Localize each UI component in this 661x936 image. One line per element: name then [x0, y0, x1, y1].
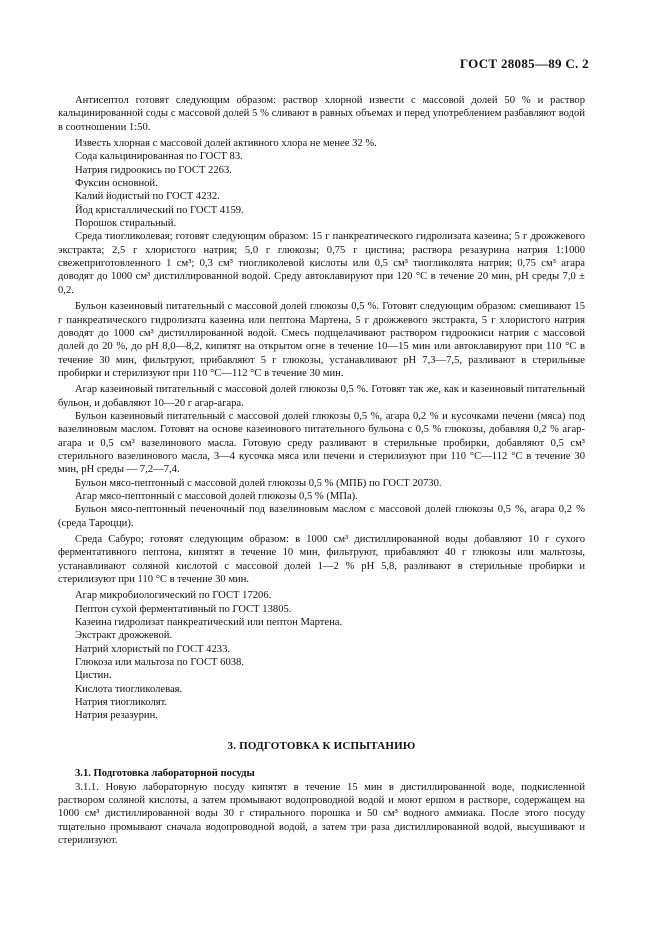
paragraph: Бульон казеиновый питательный с массовой долей глюкозы 0,5 %. Готовят следующим образом: смешивают 15 г панкреатического гидролизата казеина или пептона Мартена, 5 г дрожжевого экстракта, 5 г хлористого натрия доводят до 1000 см³ дистиллированной водой. Смесь подщелачивают раствором гидроокиси натрия с массовой долей до 20 %, до pH 8,0—8,2, кипятят на открытом огне в течение 10—15 мин или автоклавируют при 110 °С в течение 30 мин, фильтруют, прибавляют 5 г глюкозы, устанавливают pH 7,3—7,5, разливают в стерильные пробирки и стерилизуют при 110 °С—112 °С в течение 30 мин.	[58, 301, 585, 379]
list-item: Глюкоза или мальтоза по ГОСТ 6038.	[75, 657, 244, 669]
list-item: Йод кристаллический по ГОСТ 4159.	[75, 204, 244, 216]
section-title: 3. ПОДГОТОВКА К ИСПЫТАНИЮ	[227, 739, 416, 752]
list-item: Агар микробиологический по ГОСТ 17206.	[75, 590, 272, 602]
document-body	[58, 94, 585, 847]
paragraph: Антисептол готовят следующим образом: раствор хлорной извести с массовой долей 50 % и раствор кальцинированной соды с массовой долей 5 % сливают в равных объемах и перед употреблением разбавляют водой в соотношении 1:50.	[58, 95, 585, 133]
paragraph: Агар мясо-пептонный с массовой долей глюкозы 0,5 % (МПа).	[75, 490, 358, 502]
list-item: Натрия гидроокись по ГОСТ 2263.	[75, 164, 232, 176]
list-item: Натрия резазурин.	[75, 710, 158, 722]
paragraph: Бульон казеиновый питательный с массовой долей глюкозы 0,5 %, агара 0,2 % и кусочками печени (мяса) под вазелиновым маслом. Готовят на основе казеинового питательного бульона с 0,5 % глюкозы, добавляя 0,2 % агар-агара и 0,5 см³ вазелинового масла. Готовую среду разливают в стерильные пробирки, добавляют 0,5 см³ стерильного вазелинового масла, 3—4 кусочка мяса или печени и стерилизуют при 110 °С—112 °С в течение 30 мин, pH среды — 7,2—7,4.	[58, 410, 585, 476]
list-item: Калий йодистый по ГОСТ 4232.	[75, 191, 220, 203]
list-item: Известь хлорная с массовой долей активного хлора не менее 32 %.	[75, 138, 377, 150]
list-item: Натрий хлористый по ГОСТ 4233.	[75, 643, 231, 655]
paragraph: Агар казеиновый питательный с массовой долей глюкозы 0,5 %. Готовят так же, как и казеиновый питательный бульон, и добавляют 10—20 г агар-агара.	[58, 384, 585, 409]
paragraph: Среда Сабуро; готовят следующим образом: в 1000 см³ дистиллированной воды добавляют 10 г сухого ферментативного пептона, кипятят в течение 10 мин, фильтруют, прибавляют 40 г глюкозы или мальтозы, устанавливают соляной кислотой с массовой долей 1—2 % pH 5,8, разливают в стерильные пробирки и стерилизуют при 110 °С в течение 30 мин.	[58, 534, 585, 586]
list-item: Казеина гидролизат панкреатический или пептон Мартена.	[75, 617, 343, 629]
paragraph: Бульон мясо-пептонный печеночный под вазелиновым маслом с массовой долей глюкозы 0,5 %, агара 0,2 % (среда Тароцци).	[58, 504, 585, 529]
list-item: Фуксин основной.	[75, 178, 158, 190]
list-item: Цистин.	[75, 670, 112, 682]
list-item: Натрия тиогликолят.	[75, 697, 168, 709]
paragraph: 3.1.1. Новую лабораторную посуду кипятят в течение 15 мин в дистиллированной воде, подкисленной раствором соляной кислоты, а затем промывают водопроводной водой и моют ершом в растворе, содержащем на 1000 см³ дистиллированной воды 30 г стирального порошка и 50 см³ водного аммиака. После этого посуду тщательно промывают сначала водопроводной водой, а затем три раза дистиллированной водой, высушивают и стерилизуют.	[58, 781, 585, 846]
list-item: Сода кальцинированная по ГОСТ 83.	[75, 151, 243, 163]
subsection-title: 3.1. Подготовка лабораторной посуды	[75, 768, 255, 780]
page-header: ГОСТ 28085—89 С. 2	[459, 56, 589, 71]
list-item: Порошок стиральный.	[75, 218, 177, 230]
list-item: Экстракт дрожжевой.	[75, 630, 173, 642]
paragraph: Среда тиогликолевая; готовят следующим образом: 15 г панкреатического гидролизата казеина; 5 г дрожжевого экстракта; 2,5 г хлористого натрия; 5,0 г глюкозы; 0,75 г цистина; раствора резазурина натрия 1:1000 свежеприготовленного 1 см³; 0,3 см³ тиогликолевой кислоты или 0,5 см³ тиогликолята натрия; 0,75 см³ агара доводят до 1000 см³ дистиллированной водой. Среду автоклавируют при 120 °С в течение 20 мин, pH среды 7,0 ± 0,2.	[58, 231, 585, 296]
paragraph: Бульон мясо-пептонный с массовой долей глюкозы 0,5 % (МПБ) по ГОСТ 20730.	[75, 477, 442, 489]
list-item: Пептон сухой ферментативный по ГОСТ 13805.	[75, 603, 292, 615]
list-item: Кислота тиогликолевая.	[75, 683, 183, 695]
